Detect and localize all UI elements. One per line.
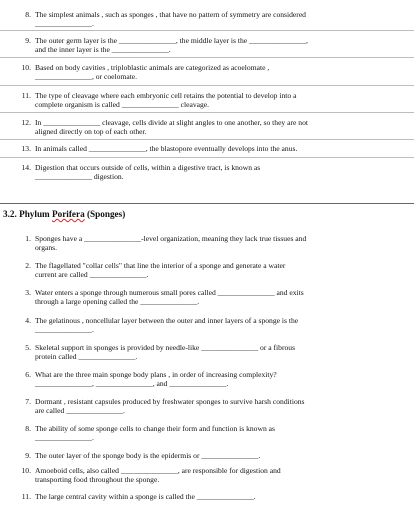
question-8	[17, 10, 389, 29]
divider	[0, 112, 414, 113]
question-9	[17, 36, 389, 55]
question-12	[17, 118, 389, 137]
section-question-8	[17, 424, 389, 443]
section-question-3	[17, 288, 389, 307]
question-number: 13.	[21, 144, 31, 153]
question-text: In animals called _______________, the blastopore eventually develops into the anus.	[35, 144, 298, 153]
divider	[0, 30, 414, 31]
question-number: 8.	[25, 424, 31, 433]
question-number: 4.	[25, 316, 31, 325]
question-text: The large central cavity within a sponge is called the _______________.	[35, 492, 256, 501]
question-number: 9.	[25, 451, 31, 460]
question-number: 11.	[21, 492, 31, 501]
section-question-10	[17, 466, 389, 485]
section-question-11	[17, 492, 389, 501]
question-11	[17, 91, 389, 110]
section-number: 3.2.	[3, 209, 17, 219]
section-title-prefix: Phylum	[19, 209, 53, 219]
question-number: 14.	[21, 163, 31, 172]
question-number: 6.	[25, 370, 31, 379]
question-text: The flagellated "collar cells" that line the interior of a sponge and generate a water current are called _______________.	[35, 261, 286, 280]
section-title-suffix: (Sponges)	[84, 209, 126, 219]
question-text: In _______________ cleavage, cells divide at slight angles to one another, so they are not aligned directly on top of each other.	[35, 118, 309, 137]
question-text: Amoeboid cells, also called _______________, are responsible for digestion and transporting food throughout the sponge.	[35, 466, 281, 485]
question-text: Digestion that occurs outside of cells, within a digestive tract, is known as _______________ digestion.	[35, 163, 261, 182]
section-question-1	[17, 234, 389, 253]
question-text: What are the three main sponge body plans , in order of increasing complexity? _______________, _______________, and _______________.	[35, 370, 277, 389]
question-text: The simplest animals , such as sponges , that have no pattern of symmetry are considered _______________.	[35, 10, 306, 29]
question-text: The outer layer of the sponge body is the epidermis or _______________.	[35, 451, 261, 460]
question-number: 1.	[25, 234, 31, 243]
question-text: Skeletal support in sponges is provided by needle-like _______________ or a fibrous protein called _______________.	[35, 343, 296, 362]
question-number: 2.	[25, 261, 31, 270]
question-number: 8.	[25, 10, 31, 19]
section-question-9	[17, 451, 389, 460]
question-number: 10.	[21, 466, 31, 475]
question-text: Dormant , resistant capsules produced by freshwater sponges to survive harsh conditions are called _______________.	[35, 397, 305, 416]
section-question-7	[17, 397, 389, 416]
question-number: 7.	[25, 397, 31, 406]
question-text: The gelatinous , noncellular layer between the outer and inner layers of a sponge is the _______________.	[35, 316, 299, 335]
question-number: 11.	[21, 91, 31, 100]
question-number: 12.	[21, 118, 31, 127]
question-14	[17, 163, 389, 182]
question-number: 9.	[25, 36, 31, 45]
question-13	[17, 144, 389, 153]
question-text: Based on body cavities , triploblastic animals are categorized as acoelomate , _______________, or coelomate.	[35, 63, 270, 82]
question-text: Sponges have a _______________-level organization, meaning they lack true tissues and organs.	[35, 234, 307, 253]
question-number: 10.	[21, 63, 31, 72]
section-title-misspelled-word: Porifera	[52, 209, 85, 219]
divider	[0, 139, 414, 140]
section-heading	[3, 209, 125, 219]
section-question-4	[17, 316, 389, 335]
divider	[0, 157, 414, 158]
question-text: The ability of some sponge cells to change their form and function is known as _______________.	[35, 424, 275, 443]
question-number: 3.	[25, 288, 31, 297]
question-10	[17, 63, 389, 82]
question-text: The type of cleavage where each embryonic cell retains the potential to develop into a complete organism is called _______________ cleavage.	[35, 91, 297, 110]
divider	[0, 85, 414, 86]
question-text: Water enters a sponge through numerous small pores called _______________ and exits through a large opening called the _______________.	[35, 288, 304, 307]
divider	[0, 57, 414, 58]
question-text: The outer germ layer is the _______________, the middle layer is the _______________, and the inner layer is the _______________.	[35, 36, 308, 55]
section-question-6	[17, 370, 389, 389]
section-question-5	[17, 343, 389, 362]
section-divider	[0, 203, 414, 204]
question-number: 5.	[25, 343, 31, 352]
section-question-2	[17, 261, 389, 280]
